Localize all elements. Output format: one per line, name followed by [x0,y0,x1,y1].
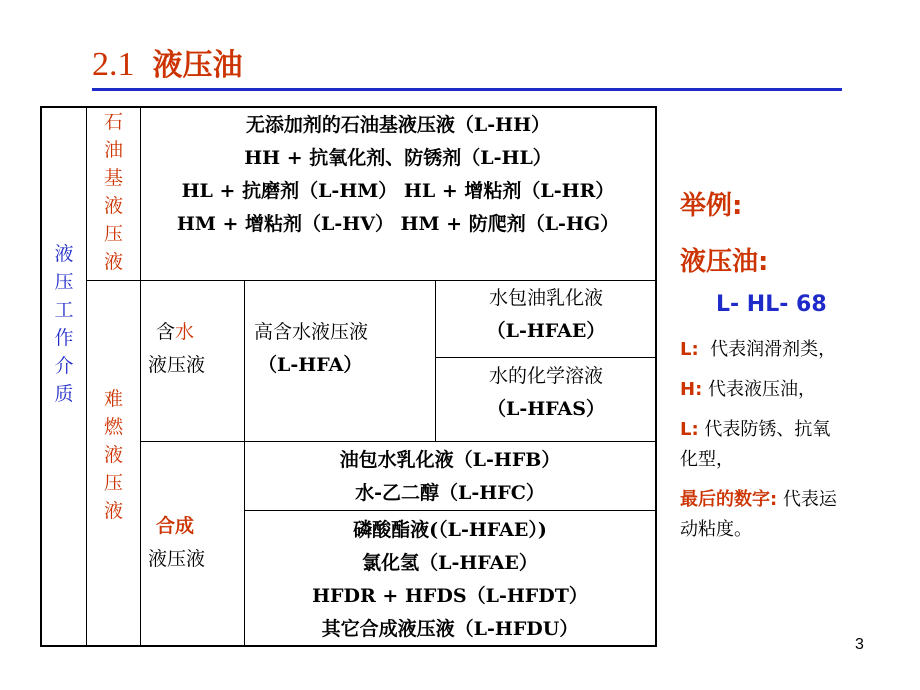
section-number: 2.1 [92,46,135,83]
list-item: 油包水乳化液（L-HFB） [339,449,561,471]
petroleum-based-list [141,106,655,241]
grid-line [140,441,657,442]
example-subject: 液压油: [680,247,769,277]
example-item-l2: L: 代表防锈、抗氧 化型， [680,419,831,470]
list-item: HFDR + HFDS（L-HFDT） [312,585,588,607]
list-item: 其它合成液压液（L-HFDU） [321,618,579,640]
synthetic-block-2 [245,514,655,646]
water-in-oil-emulsion-cell: 水包油乳化液 （L-HFAE） [486,287,606,342]
list-item: 氯化氢（L-HFAE） [362,552,538,574]
title-underline [92,88,842,91]
grid-line [435,357,657,358]
list-item: 无添加剂的石油基液压液（L-HH） [245,114,551,136]
high-water-content-cell: 高含水液压液 （L-HFA） [254,321,369,376]
list-item: HH + 抗氧化剂、防锈剂（L-HL） [244,147,552,169]
grid-line [244,510,657,511]
fire-resistant-label: 难 燃 液 压 液 [103,388,123,522]
list-item: HM + 增粘剂（L-HV） HM + 防爬剂（L-HG） [176,213,620,235]
example-heading: 举例: [680,191,743,221]
synthetic-label: 合成 液压液 [148,515,206,570]
list-item: 水-乙二醇（L-HFC） [355,482,545,504]
example-code: L- HL- 68 [716,292,827,317]
grid-line [86,280,657,281]
hydraulic-medium-label: 液 压 工 作 介 质 [54,243,74,405]
slide-title [92,40,243,84]
page-number: 3 [855,636,864,653]
example-item-h: H: 代表液压油， [680,379,816,400]
petroleum-based-label: 石 油 基 液 压 液 [103,111,123,273]
chemical-solution-cell: 水的化学溶液 （L-HFAS） [486,365,606,420]
synthetic-block-1 [245,444,655,510]
water-containing-label: 含水 液压液 [148,321,206,376]
example-item-number: 最后的数字: 代表运 动粘度。 [680,489,837,540]
section-title: 液压油 [152,48,243,83]
list-item: 磷酸酯液(（L-HFAE）) [353,519,547,541]
list-item: HL + 抗磨剂（L-HM） HL + 增粘剂（L-HR） [181,180,615,202]
example-item-l: L: 代表润滑剂类， [680,339,837,360]
